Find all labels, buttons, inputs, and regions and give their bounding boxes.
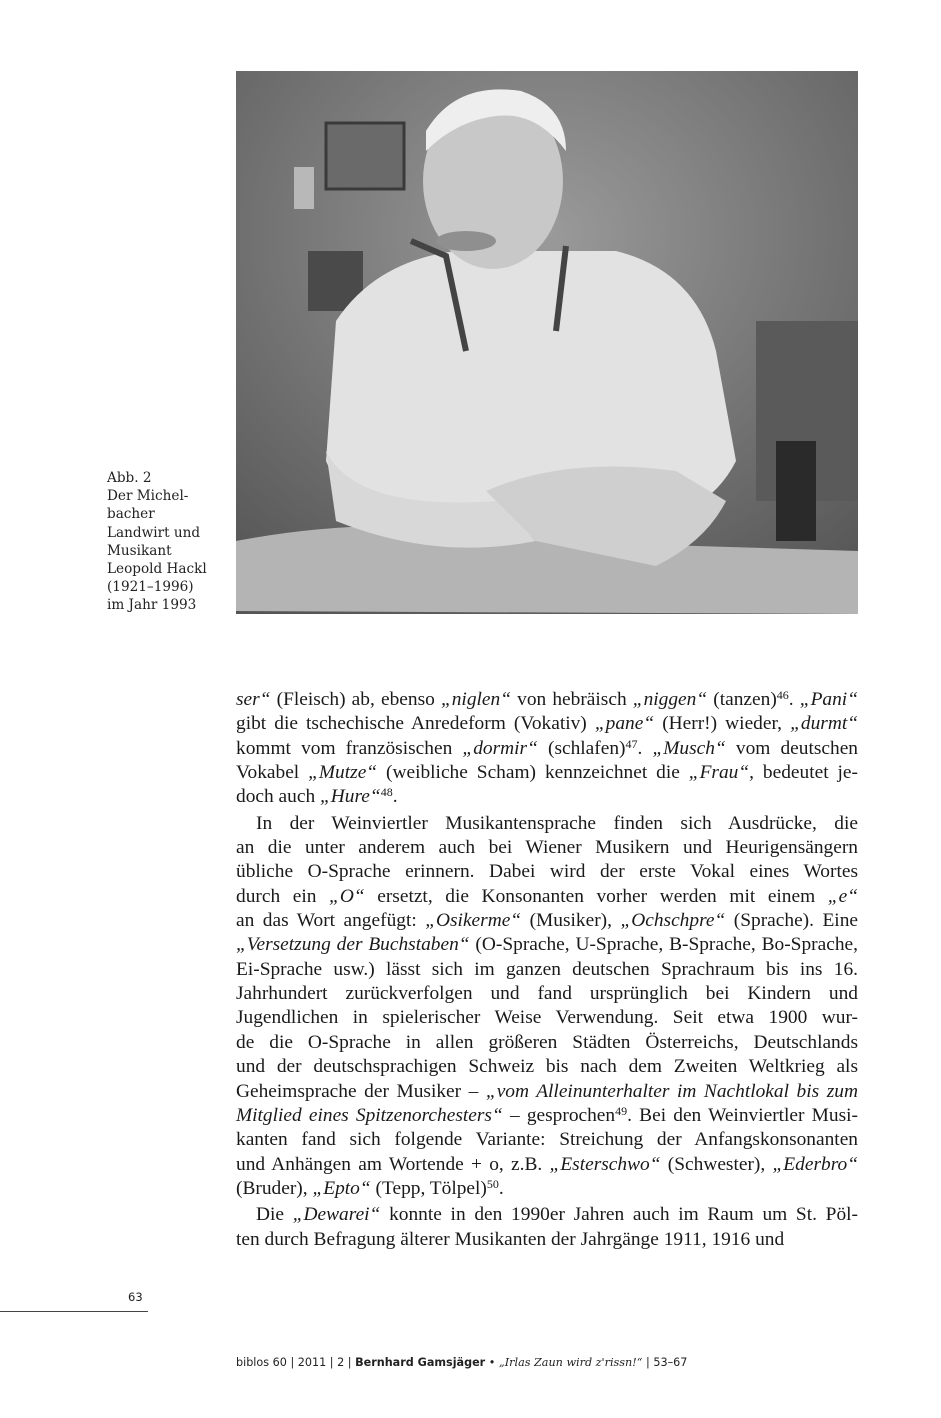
italic-term: „e“ [827, 885, 858, 907]
text-run: von hebräisch [511, 689, 633, 710]
text-run: ten durch Befragung älterer Musikanten der Jahrgänge 1911, 1916 und [236, 1228, 785, 1250]
caption-line: Leopold Hackl [107, 561, 207, 578]
text-run: Jahrhundert zurückverfolgen und fand ursprünglich bei Kindern und [236, 983, 858, 1005]
italic-term: „Ederbro“ [772, 1153, 858, 1175]
text-run: an die unter anderem auch bei Wiener Musikern und Heurigensängern [236, 837, 858, 859]
body-line [236, 1104, 858, 1128]
italic-term: „Versetzung der Buchstaben“ [236, 934, 470, 956]
text-run: (tanzen) [707, 689, 777, 710]
caption-line: im Jahr 1993 [107, 597, 197, 614]
italic-term: „Dewarei“ [292, 1204, 381, 1226]
text-run: (Bruder), [236, 1177, 313, 1199]
text-run: , bedeutet je- [749, 762, 858, 784]
figure-photo [236, 71, 858, 614]
figure-caption [107, 469, 232, 615]
page-number-rule [0, 1311, 148, 1312]
footer-bullet: • [485, 1356, 499, 1369]
text-run: (Sprache). Eine [725, 910, 858, 932]
italic-term: „niggen“ [632, 689, 708, 710]
footer-author: Bernhard Gamsjäger [355, 1356, 486, 1369]
body-line [236, 712, 858, 736]
text-run: und der deutschsprachigen Schweiz bis nach dem Zweiten Weltkrieg als [236, 1056, 858, 1078]
body-line [236, 958, 858, 982]
body-line [236, 885, 858, 909]
text-run: Ei-Sprache usw.) lässt sich im ganzen deutschen Sprachraum bis ins 16. [236, 958, 858, 980]
text-run: doch auch [236, 786, 320, 808]
text-run: ersetzt, die Konsonanten vorher werden mit einem [364, 885, 828, 907]
text-run: . [392, 786, 398, 808]
italic-term: „Frau“ [688, 762, 750, 784]
body-line [236, 909, 858, 933]
text-run: vom deutschen [725, 737, 859, 759]
body-line [236, 860, 858, 884]
body-line [236, 688, 858, 712]
text-run: – gesprochen [502, 1104, 616, 1126]
italic-term: „Ochschpre“ [620, 910, 726, 932]
text-run: kommt vom französischen [236, 737, 463, 759]
body-line [236, 761, 858, 785]
body-line [236, 785, 858, 809]
body-line [236, 1080, 858, 1104]
italic-term: „O“ [329, 885, 365, 907]
footnote-ref[interactable]: 49 [615, 1103, 628, 1118]
body-line [236, 1228, 858, 1252]
footnote-ref[interactable]: 50 [486, 1176, 499, 1191]
italic-term: „Epto“ [312, 1177, 371, 1199]
text-run: . [788, 689, 800, 710]
italic-term: ser“ [236, 689, 271, 710]
footer-title: „Irlas Zaun wird z'rissn!“ [498, 1356, 643, 1369]
caption-line: bacher [107, 506, 155, 523]
text-run: de die O-Sprache in allen größeren Städten Österreichs, Deutschlands [236, 1031, 858, 1053]
body-line [236, 812, 858, 836]
text-run: übliche O-Sprache erinnern. Dabei wird der erste Vokal eines Wortes [236, 861, 858, 883]
portrait-photo [236, 71, 858, 614]
caption-line: Landwirt und [107, 524, 201, 541]
italic-term: „dormir“ [462, 737, 538, 759]
text-run: Vokabel [236, 762, 309, 784]
body-line [236, 1006, 858, 1030]
footnote-ref[interactable]: 48 [380, 785, 393, 800]
footer-pages: | 53–67 [642, 1356, 688, 1369]
body-line [236, 1031, 858, 1055]
text-run: . [637, 737, 653, 759]
page-number: 63 [128, 1290, 143, 1304]
body-line [236, 1177, 858, 1201]
caption-line: (1921–1996) [107, 579, 194, 596]
text-run: In der Weinviertler Musikantensprache finden sich Ausdrücke, die [256, 812, 858, 834]
body-line [236, 836, 858, 860]
text-run: (Musiker), [521, 910, 621, 932]
italic-term: „Pani“ [799, 689, 858, 710]
body-line [236, 1055, 858, 1079]
body-line [236, 1128, 858, 1152]
caption-line: Der Michel- [107, 488, 189, 505]
text-run: (Tepp, Tölpel) [370, 1177, 487, 1199]
italic-term: „durmt“ [790, 713, 858, 735]
caption-line: Musikant [107, 542, 172, 559]
body-text [236, 688, 858, 1252]
caption-line: Abb. 2 [107, 470, 152, 486]
text-run: gibt die tschechische Anredeform (Vokativ) [236, 713, 595, 735]
italic-term: „niglen“ [440, 689, 511, 710]
text-run: Die [256, 1204, 293, 1226]
italic-term: „Mutze“ [308, 762, 378, 784]
body-line [236, 1153, 858, 1177]
body-line [236, 982, 858, 1006]
text-run: (Schwester), [660, 1153, 773, 1175]
text-run: konnte in den 1990er Jahren auch im Raum um St. Pöl- [380, 1204, 858, 1226]
text-run: (schlafen) [537, 737, 626, 759]
body-line [236, 933, 858, 957]
text-run: Jugendlichen in spielerischer Weise Verwendung. Seit etwa 1900 wur- [236, 1007, 858, 1029]
italic-term: „pane“ [594, 713, 655, 735]
text-run: kanten fand sich folgende Variante: Streichung der Anfangskonsonanten [236, 1129, 858, 1151]
italic-term: Mitglied eines Spitzenorchesters“ [236, 1104, 503, 1126]
running-footer [236, 1356, 687, 1369]
italic-term: „Esterschwo“ [549, 1153, 661, 1175]
text-run: und Anhängen am Wortende + o, z.B. [236, 1153, 550, 1175]
italic-term: „vom Alleinunterhalter im Nachtlokal bis zum [485, 1080, 858, 1102]
footer-journal: biblos 60 | 2011 | 2 | [236, 1356, 356, 1369]
text-run: (weibliche Scham) kennzeichnet die [377, 762, 689, 784]
italic-term: „Musch“ [652, 737, 726, 759]
body-line [236, 737, 858, 761]
text-run: (Herr!) wieder, [654, 713, 791, 735]
body-line [236, 1203, 858, 1227]
text-run: Geheimsprache der Musiker – [236, 1080, 486, 1102]
text-run: an das Wort angefügt: [236, 910, 426, 932]
text-run: (Fleisch) ab, ebenso [270, 689, 441, 710]
text-run: . [498, 1177, 504, 1199]
text-run: durch ein [236, 885, 330, 907]
footnote-ref[interactable]: 46 [776, 688, 789, 702]
footnote-ref[interactable]: 47 [625, 736, 638, 751]
italic-term: „Hure“ [320, 786, 381, 808]
italic-term: „Osikerme“ [425, 910, 522, 932]
text-run: . Bei den Weinviertler Musi- [627, 1104, 858, 1126]
text-run: (O-Sprache, U-Sprache, B-Sprache, Bo-Sprache, [469, 934, 858, 956]
